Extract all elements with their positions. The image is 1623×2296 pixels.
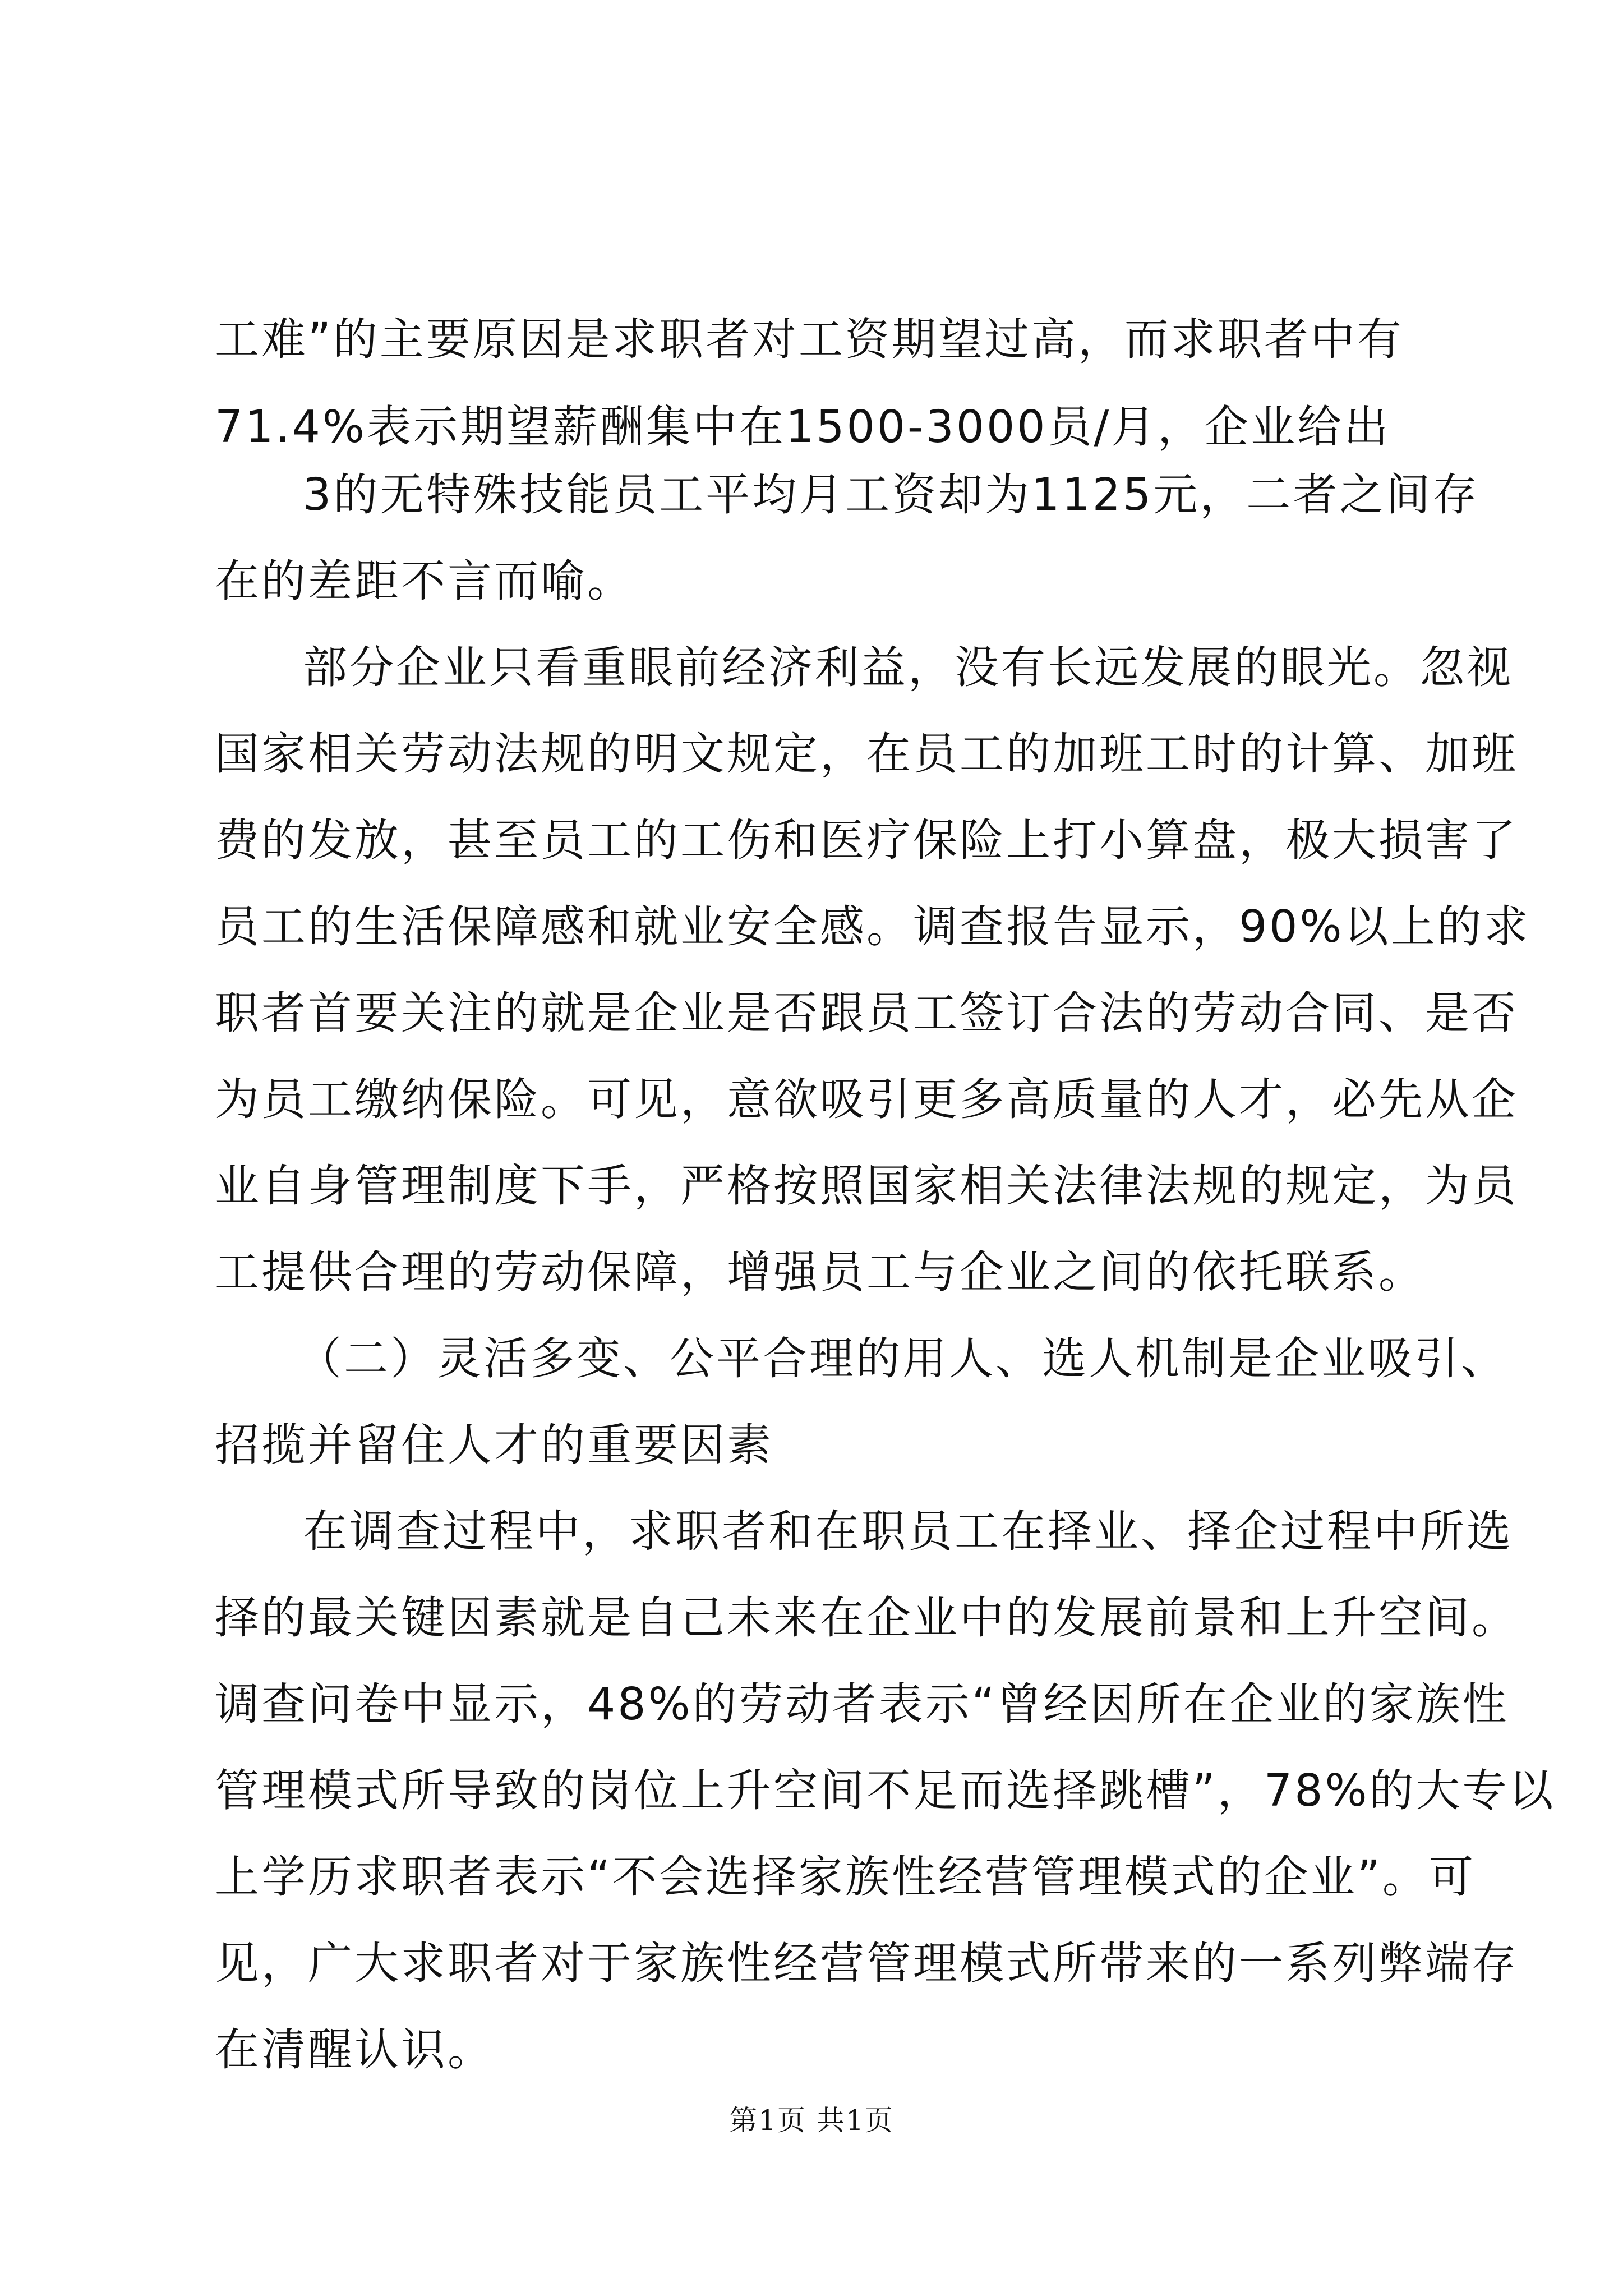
body-text-line: 71.4%表示期望薪酬集中在1500-3000员/月，企业给出 [215,401,1391,453]
body-text-line: 为员工缴纳保险。可见，意欲吸引更多高质量的人才，必先从企 [215,1074,1518,1125]
body-text-line: 工难”的主要原因是求职者对工资期望过高，而求职者中有 [215,314,1404,365]
body-text-line: 工提供合理的劳动保障，增强员工与企业之间的依托联系。 [215,1246,1425,1298]
body-text-line: 见，广大求职者对于家族性经营管理模式所带来的一系列弊端存 [215,1938,1518,1989]
body-text-line: 管理模式所导致的岗位上升空间不足而选择跳槽”，78%的大专以 [215,1765,1556,1816]
body-text-line: 在调查过程中，求职者和在职员工在择业、择企过程中所选 [303,1506,1513,1557]
section-heading-line: （二）灵活多变、公平合理的用人、选人机制是企业吸引、 [297,1333,1507,1384]
body-text-line: 择的最关键因素就是自己未来在企业中的发展前景和上升空间。 [215,1592,1518,1644]
body-text-line: 3的无特殊技能员工平均月工资却为1125元，二者之间存 [303,469,1479,521]
body-text-line: 调查问卷中显示，48%的劳动者表示“曾经因所在企业的家族性 [215,1678,1509,1730]
section-heading-line: 招揽并留住人才的重要因素 [215,1419,773,1471]
body-text-line: 部分企业只看重眼前经济利益，没有长远发展的眼光。忽视 [303,642,1513,693]
body-text-line: 上学历求职者表示“不会选择家族性经营管理模式的企业”。可 [215,1851,1476,1903]
body-text-line: 职者首要关注的就是企业是否跟员工签订合法的劳动合同、是否 [215,987,1518,1039]
page-number-footer: 第1页 共1页 [729,2104,894,2137]
body-text-line: 费的发放，甚至员工的工伤和医疗保险上打小算盘，极大损害了 [215,815,1518,866]
body-text-line: 国家相关劳动法规的明文规定，在员工的加班工时的计算、加班 [215,728,1518,780]
body-text-line: 员工的生活保障感和就业安全感。调查报告显示，90%以上的求 [215,901,1530,953]
body-text-line: 业自身管理制度下手，严格按照国家相关法律法规的规定，为员 [215,1160,1518,1212]
body-text-line: 在清醒认识。 [215,2024,494,2076]
body-text-line: 在的差距不言而喻。 [215,555,634,607]
